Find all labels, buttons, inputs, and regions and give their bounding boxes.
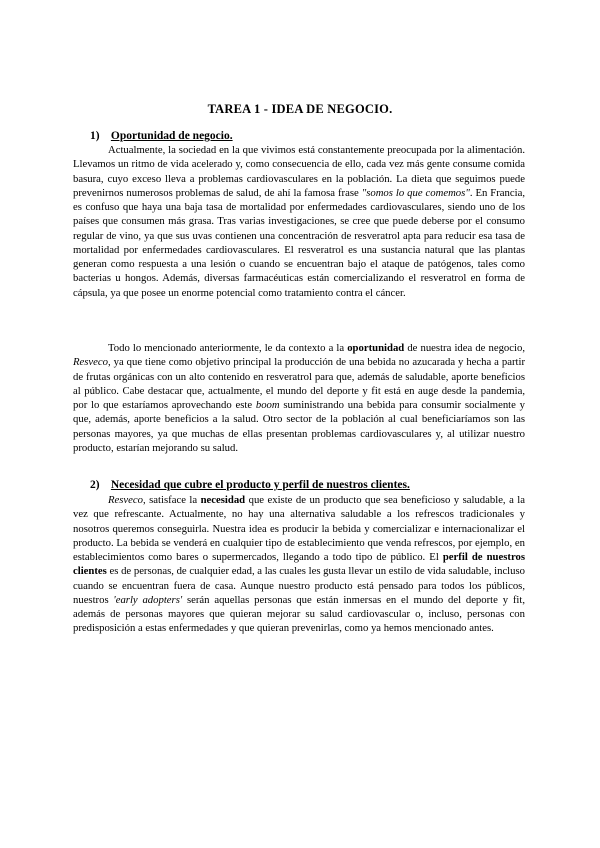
text-run: Todo lo mencionado anteriormente, le da contexto a la — [108, 342, 348, 354]
section-1-paragraph-1 — [73, 143, 525, 300]
brand-name: Resveco — [108, 494, 144, 506]
section-1-paragraph-2 — [73, 341, 525, 455]
text-run: . En Francia, es confuso que haya una baja tasa de mortalidad por enfermedades cardiovasculares, siendo uno de los países que consumen más grasa. Tras varias investigaciones, se cree que puede deberse por el consumo regular de vino, ya que sus uvas contienen una concentración de resveratrol apta para reducir esa tasa de mortalidad por enfermedades cardiovasculares. El resveratrol es una sustancia natural que las plantas generan como respuesta a una lesión o cuando se encuentran bajo el ataque de patógenos, tales como bacterias u hongos. Además, diversas farmacéuticas están comercializando el resveratrol en forma de cápsula, ya que posee un enorme potencial como tratamiento contra el cáncer. — [73, 186, 525, 299]
bold-term: oportunidad — [347, 342, 405, 354]
text-run: , ya que tiene como objetivo principal la producción de una bebida no azucarada y hecha a partir de frutas orgánicas con un alto contenido en resveratrol para que, además de saludable, aporte beneficios al público. Cabe destacar que, actualmente, el mundo del deporte y fit está en auge desde la pandemia, por lo que estaríamos aprovechando este — [73, 356, 525, 411]
section-1-heading — [90, 130, 233, 142]
section-2-paragraph-1 — [73, 493, 525, 636]
section-1-number: 1) — [90, 130, 100, 142]
text-run: suministrando una bebida para consumir socialmente y que, además, aporte beneficios a la salud. Otro sector de la población al cual beneficiaríamos son las personas mayores, ya que muchas de ellas presentan problemas cardiovasculares y, al utilizar nuestro producto, estarían mejorando su salud. — [73, 399, 526, 454]
bold-term: perfil de nuestros clientes — [73, 551, 525, 578]
section-2-number: 2) — [90, 479, 100, 491]
bold-term: necesidad — [200, 494, 246, 506]
section-1-title: Oportunidad de negocio. — [110, 130, 233, 142]
italic-term: 'early adopters' — [113, 593, 183, 606]
italic-term: boom — [255, 399, 280, 411]
text-run: es de personas, de cualquier edad, a las cuales les gusta llevar un estilo de vida saludable, incluso cuando se encuentran fuera de casa. Aunque nuestro producto está pensado para todos los públicos, nuestros — [73, 565, 526, 606]
document-title: TAREA 1 - IDEA DE NEGOCIO. — [207, 102, 393, 116]
text-run: Actualmente, la sociedad en la que vivimos está constantemente preocupada por la alimentación. Llevamos un ritmo de vida acelerado y, como consecuencia de ello, cada vez más gente consume comida basura, cuyo exceso lleva a problemas cardiovasculares en la población. La dieta que seguimos puede prevenirnos numerosos problemas de salud, de ahí la famosa frase — [73, 144, 525, 199]
text-run: serán aquellas personas que están inmersas en el mundo del deporte y fit, además de personas mayores que quieran mejorar su salud cardiovascular o, incluso, personas con predisposición a estas enfermedades y que quieran prevenirlas, como ya hemos mencionado antes. — [73, 593, 526, 635]
text-run: de nuestra idea de negocio, — [404, 342, 525, 354]
quote-phrase: "somos lo que comemos" — [361, 186, 470, 199]
brand-name: Resveco — [73, 356, 109, 369]
section-2-heading — [90, 479, 410, 491]
text-run: , satisface la — [143, 494, 201, 506]
section-2-title: Necesidad que cubre el producto y perfil de nuestros clientes. — [110, 479, 410, 491]
text-run: que existe de un producto que sea beneficioso y saludable, a la vez que refrescante. Actualmente, no hay una alternativa saludable a los refrescos tradicionales y nosotros queremos conseguirla. Nuestra idea es producir la bebida y comercializar e internacionalizar el producto. La bebida se venderá en cualquier tipo de establecimiento que venda refrescos, por ejemplo, en establecimientos como bares o supermercados, llegando a todo tipo de público. El — [73, 494, 525, 563]
